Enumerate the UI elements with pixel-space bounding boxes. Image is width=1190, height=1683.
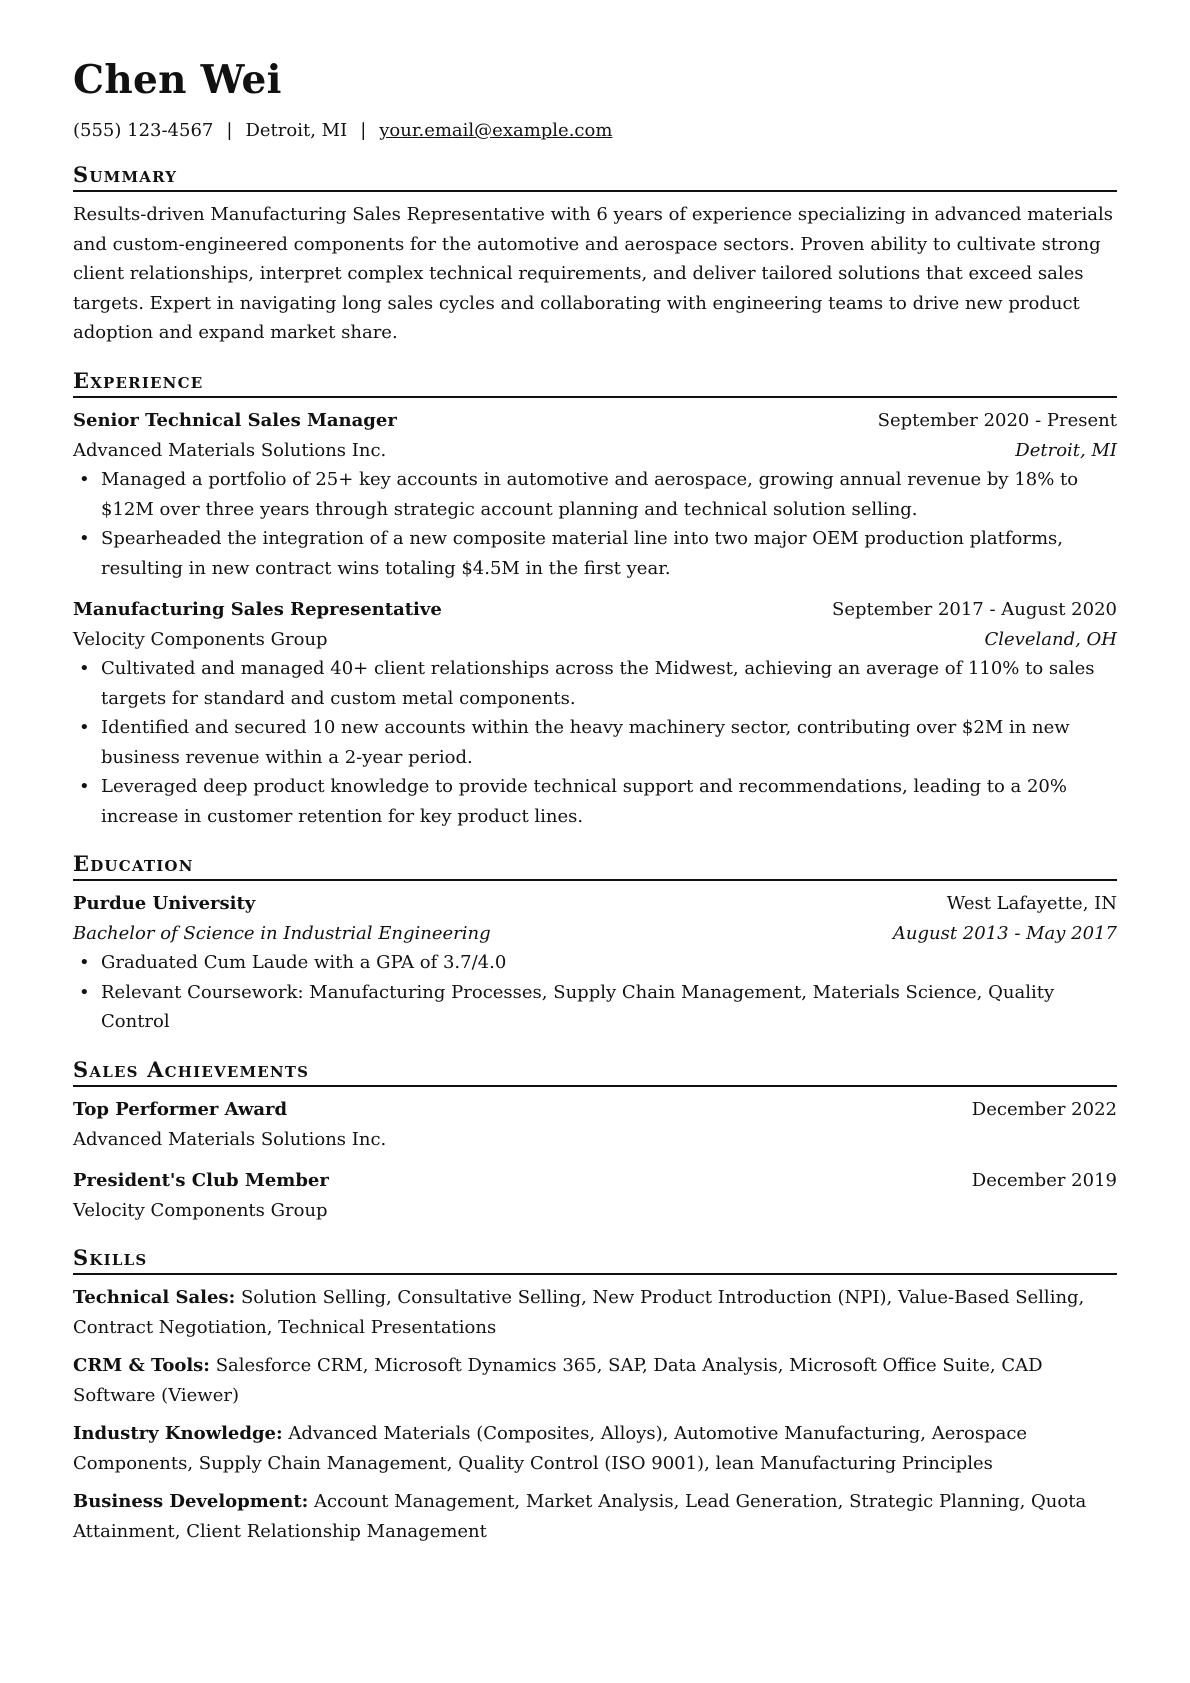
skill-group xyxy=(73,1351,1117,1410)
skill-group xyxy=(73,1283,1117,1342)
job-company: Velocity Components Group xyxy=(73,628,328,650)
job-entry xyxy=(73,406,1117,583)
section-title-summary: Summary xyxy=(73,162,1117,192)
bullet-item: • Cultivated and managed 40+ client relationships across the Midwest, achieving an average of 110% to sales targets for standard and custom metal components. xyxy=(73,654,1117,713)
skill-text: Salesforce CRM, Microsoft Dynamics 365, SAP, Data Analysis, Microsoft Office Suite, CAD Software (Viewer) xyxy=(73,1355,1043,1406)
job-location: Cleveland, OH xyxy=(984,628,1117,650)
achievement-entry xyxy=(73,1166,1117,1225)
award-name: Top Performer Award xyxy=(73,1099,288,1121)
skill-text: Advanced Materials (Composites, Alloys), Automotive Manufacturing, Aerospace Components, Supply Chain Management, Quality Control (ISO 9001), lean Manufacturing Principles xyxy=(73,1423,1028,1474)
education-bullets xyxy=(73,948,1117,1037)
bullet-item: • Relevant Coursework: Manufacturing Processes, Supply Chain Management, Materials Science, Quality Control xyxy=(73,978,1117,1037)
job-company: Advanced Materials Solutions Inc. xyxy=(73,439,387,461)
achievement-entry xyxy=(73,1095,1117,1154)
contact-line xyxy=(73,119,1117,142)
education-entry xyxy=(73,889,1117,1037)
bullet-item: • Identified and secured 10 new accounts within the heavy machinery sector, contributing over $2M in new business revenue within a 2-year period. xyxy=(73,713,1117,772)
skill-group xyxy=(73,1419,1117,1478)
candidate-name: Chen Wei xyxy=(73,57,282,103)
education-dates: August 2013 - May 2017 xyxy=(892,922,1117,944)
skill-text: Solution Selling, Consultative Selling, New Product Introduction (NPI), Value-Based Selling, Contract Negotiation, Technical Presentations xyxy=(73,1287,1085,1338)
bullet-item: • Spearheaded the integration of a new composite material line into two major OEM production platforms, resulting in new contract wins totaling $4.5M in the first year. xyxy=(73,524,1117,583)
section-title-achievements: Sales Achievements xyxy=(73,1057,1117,1087)
job-dates: September 2020 - Present xyxy=(877,410,1117,432)
bullet-item: • Graduated Cum Laude with a GPA of 3.7/4.0 xyxy=(73,948,1117,978)
award-organization: Advanced Materials Solutions Inc. xyxy=(73,1128,387,1150)
section-title-skills: Skills xyxy=(73,1245,1117,1275)
contact-separator: | xyxy=(226,119,233,141)
contact-separator: | xyxy=(360,119,367,141)
skill-text: Account Management, Market Analysis, Lead Generation, Strategic Planning, Quota Attainment, Client Relationship Management xyxy=(73,1491,1087,1542)
skill-label: Technical Sales: xyxy=(73,1287,236,1309)
job-role: Senior Technical Sales Manager xyxy=(73,410,397,432)
school-location: West Lafayette, IN xyxy=(946,893,1117,915)
award-date: December 2022 xyxy=(971,1099,1117,1121)
job-dates: September 2017 - August 2020 xyxy=(831,599,1117,621)
bullet-item: • Leveraged deep product knowledge to provide technical support and recommendations, leading to a 20% increase in customer retention for key product lines. xyxy=(73,772,1117,831)
award-organization: Velocity Components Group xyxy=(73,1199,328,1221)
location: Detroit, MI xyxy=(245,119,348,141)
skill-label: CRM & Tools: xyxy=(73,1355,210,1377)
summary-text: Results-driven Manufacturing Sales Representative with 6 years of experience specializing in advanced materials and custom-engineered components for the automotive and aerospace sectors. Proven ability to cultivate strong client relationships, interpret complex technical requirements, and deliver tailored solutions that exceed sales targets. Expert in navigating long sales cycles and collaborating with engineering teams to drive new product adoption and expand market share. xyxy=(73,204,1114,344)
school-name: Purdue University xyxy=(73,893,256,915)
section-title-experience: Experience xyxy=(73,368,1117,398)
job-bullets xyxy=(73,465,1117,583)
award-name: President's Club Member xyxy=(73,1170,329,1192)
email-link[interactable]: your.email@example.com xyxy=(379,119,613,141)
skill-group xyxy=(73,1487,1117,1546)
skill-label: Industry Knowledge: xyxy=(73,1423,283,1445)
degree: Bachelor of Science in Industrial Engineering xyxy=(73,922,491,944)
bullet-item: • Managed a portfolio of 25+ key accounts in automotive and aerospace, growing annual revenue by 18% to $12M over three years through strategic account planning and technical solution selling. xyxy=(73,465,1117,524)
job-bullets xyxy=(73,654,1117,831)
section-title-education: Education xyxy=(73,851,1117,881)
job-entry xyxy=(73,595,1117,831)
job-location: Detroit, MI xyxy=(1015,439,1117,461)
phone-number: (555) 123-4567 xyxy=(73,119,214,141)
skill-label: Business Development: xyxy=(73,1491,309,1513)
award-date: December 2019 xyxy=(971,1170,1117,1192)
job-role: Manufacturing Sales Representative xyxy=(73,599,442,621)
